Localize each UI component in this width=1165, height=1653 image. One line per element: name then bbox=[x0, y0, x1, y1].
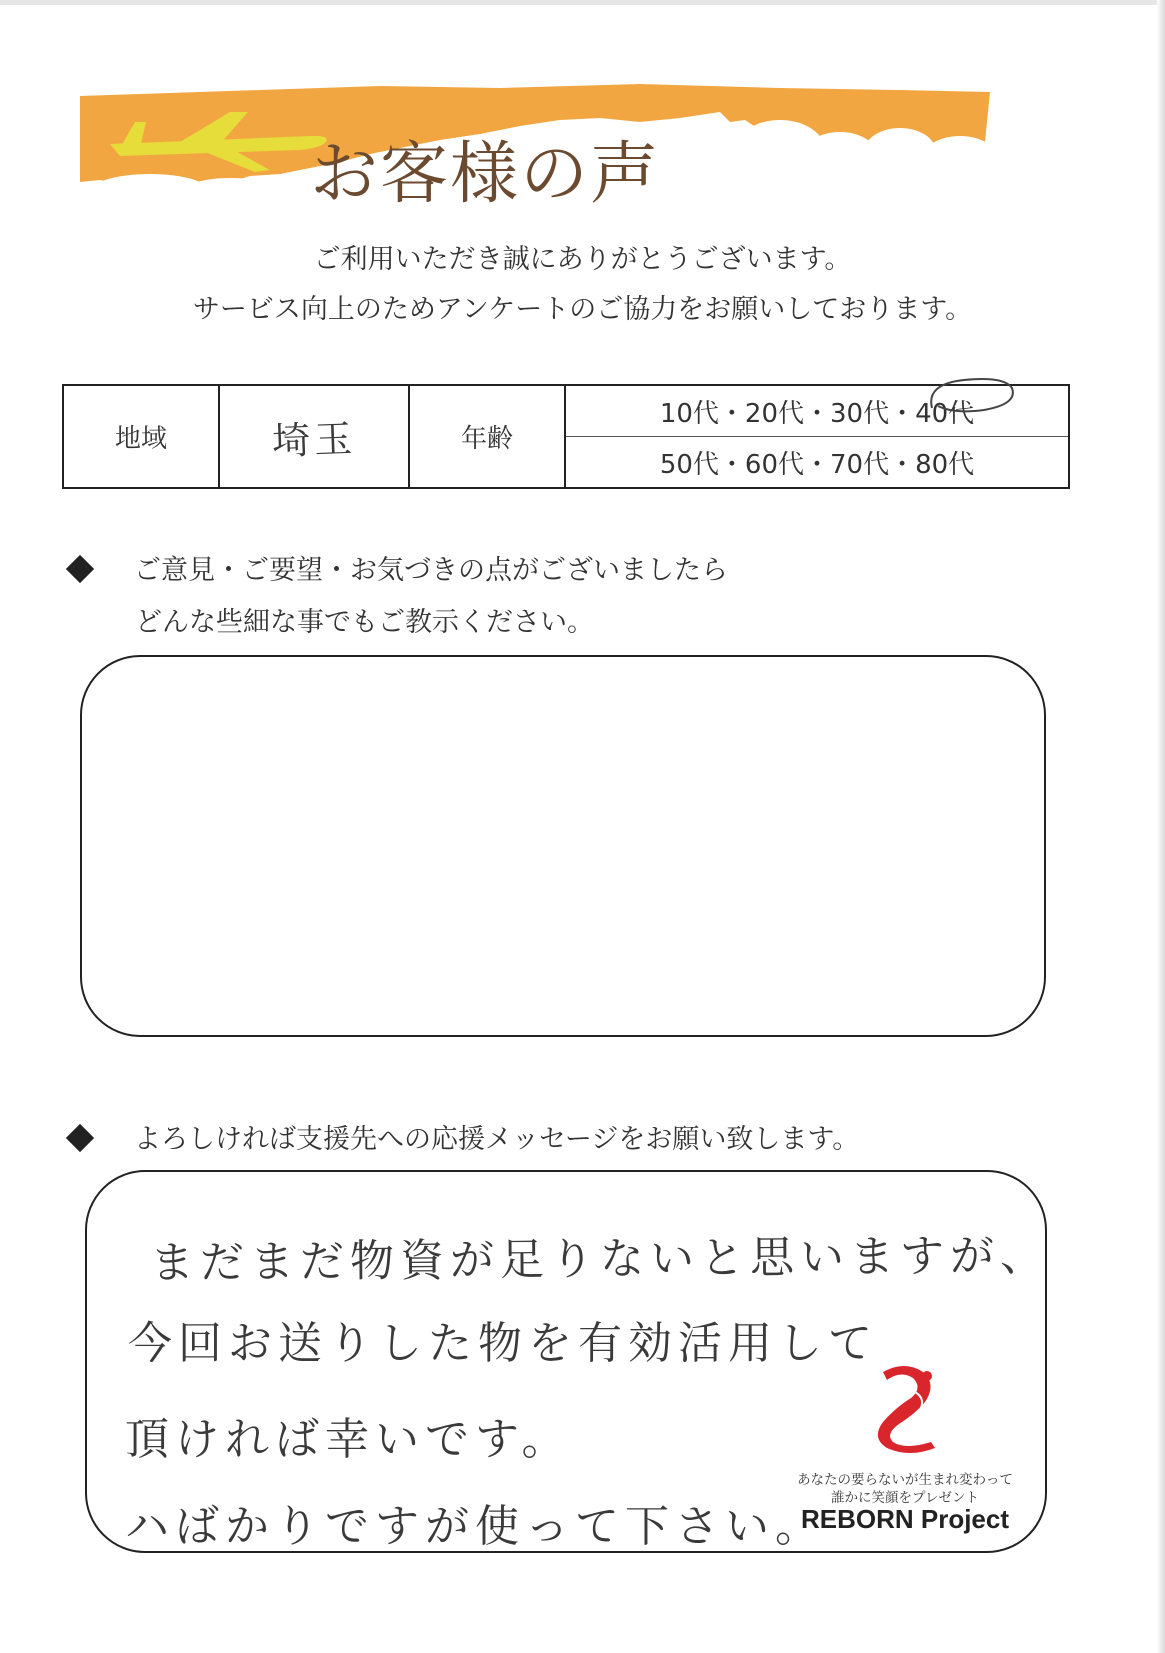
message-line-3: 頂ければ幸いです。 bbox=[125, 1414, 572, 1465]
intro-text-line-1: ご利用いただき誠にありがとうございます。 bbox=[313, 244, 852, 275]
region-value: 埼玉 bbox=[271, 416, 357, 464]
region-label: 地域 bbox=[64, 386, 220, 487]
diamond-bullet-icon bbox=[66, 554, 94, 582]
age-options-row-2-text: 50代・60代・70代・80代 bbox=[659, 449, 975, 480]
age-options-row-1-text: 10代・20代・30代・40代 bbox=[659, 398, 975, 429]
age-label: 年齢 bbox=[410, 386, 566, 487]
message-line-1: まだまだ物資が足りないと思いますが、 bbox=[149, 1230, 1051, 1289]
logo-tagline-1: あなたの要らないが生まれ変わって bbox=[797, 1472, 1013, 1488]
reborn-logo bbox=[780, 1362, 1030, 1542]
message-prompt bbox=[70, 1117, 859, 1156]
feedback-prompt-line-2: どんな些細な事でもご教示ください。 bbox=[135, 607, 594, 638]
message-line-2: 今回お送りした物を有効活用して bbox=[128, 1318, 878, 1369]
intro-text-line-2: サービス向上のためアンケートのご協力をお願いしております。 bbox=[192, 294, 973, 325]
feedback-response-box[interactable] bbox=[80, 655, 1046, 1037]
page-top-edge bbox=[0, 0, 1165, 5]
feedback-prompt-line-1: ご意見・ご要望・お気づきの点がございましたら bbox=[134, 555, 728, 586]
age-options bbox=[566, 386, 1068, 487]
reborn-mark-icon bbox=[865, 1362, 945, 1454]
region-field[interactable] bbox=[220, 386, 410, 487]
feedback-prompt bbox=[70, 548, 728, 587]
diamond-bullet-icon bbox=[66, 1123, 94, 1151]
logo-tagline-2: 誰かに笑顔をプレゼント bbox=[831, 1490, 979, 1506]
message-prompt-text: よろしければ支援先への応援メッセージをお願い致します。 bbox=[134, 1124, 860, 1155]
page-title: お客様の声 bbox=[310, 135, 661, 214]
logo-brand-name: REBORN Project bbox=[800, 1504, 1010, 1534]
age-selection-circle bbox=[924, 374, 1020, 418]
age-options-row-2[interactable] bbox=[566, 437, 1068, 487]
respondent-info-table bbox=[62, 384, 1070, 489]
message-line-4: ハばかりですが使って下さい。 bbox=[125, 1501, 825, 1552]
